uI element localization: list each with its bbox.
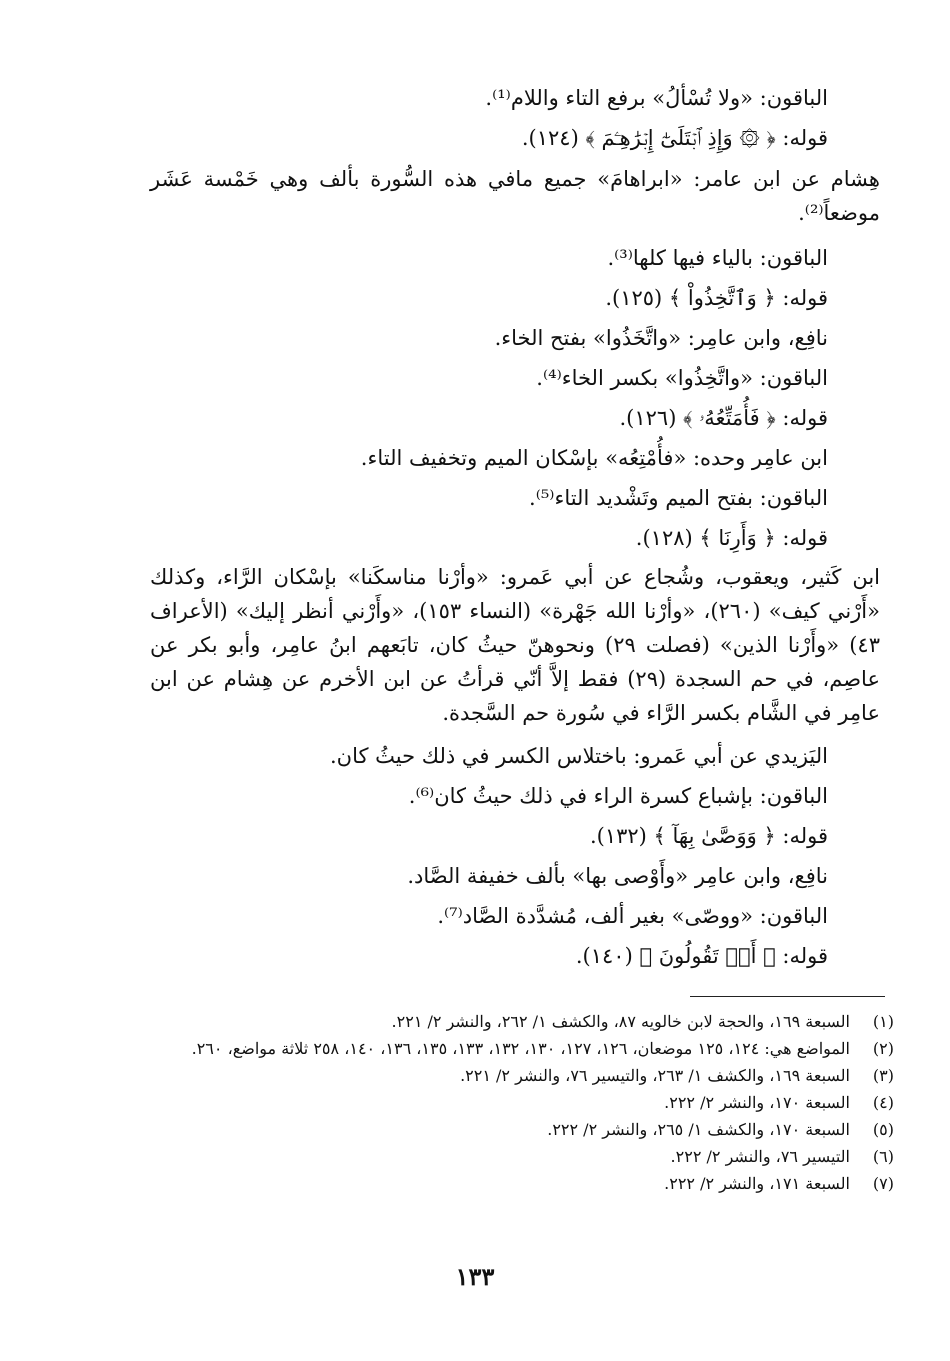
footnote — [150, 1089, 894, 1116]
footnote-number: (٧) — [872, 1174, 894, 1193]
text-line: الباقون: بإشباع كسرة الراء في ذلك حيثُ كان⁽⁶⁾. — [408, 784, 828, 808]
text-line: الباقون: «ووصّى» بغير ألف، مُشدَّدة الصَّاد⁽⁷⁾. — [437, 904, 828, 928]
footnote-text: السبعة ١٧١، والنشر ٢/ ٢٢٢. — [664, 1174, 850, 1193]
footnote-text: السبعة ١٧٠، والكشف ١/ ٢٦٥، والنشر ٢/ ٢٢٢. — [547, 1120, 850, 1139]
footnote-text: السبعة ١٦٩، والحجة لابن خالويه ٨٧، والكشف ١/ ٢٦٢، والنشر ٢/ ٢٢١. — [391, 1012, 850, 1031]
page-body — [150, 78, 880, 976]
text-paragraph: ابن كَثير، ويعقوب، وشُجاع عن أبي عَمرو: «وأرْنا مناسكَنا» بإسْكان الرَّاء، وكذلك «أَرْني كيف» (٢٦٠)، «وأرْنا الله جَهْرة» (النساء ١٥٣)، «وأَرْني أنظر إليك» (الأعراف ٤٣) «وأَرْنا الذين» (فصلت ٢٩) ونحوهنّ حيثُ كان، تابَعهم ابنُ عامِر، وأبو بكر عن عاصِم، في حم السجدة (٢٩) فقط إلاَّ أنّي قرأتُ عن ابن الأخرم عن هِشام عن ابن عامِر في الشَّام بكسر الرَّاء في سُورة حم السَّجدة. — [150, 565, 880, 725]
text-paragraph: هِشام عن ابن عامر: «ابراهامَ» جميع مافي هذه السُّورة بألف وهي خَمْسة عَشَر موضعاً⁽²⁾. — [150, 167, 880, 225]
footnote-divider — [690, 996, 885, 997]
text-line: الباقون: بالياء فيها كلها⁽³⁾. — [607, 246, 828, 270]
footnote-text: السبعة ١٧٠، والنشر ٢/ ٢٢٢. — [664, 1093, 850, 1112]
footnote-text: التيسير ٧٦، والنشر ٢/ ٢٢٢. — [670, 1147, 850, 1166]
text-line: نافِع، وابن عامِر «وأَوْصى بها» بألف خفيفة الصَّاد. — [407, 864, 828, 888]
footnote — [150, 1062, 894, 1089]
text-line: قوله: ﴿ وَٱتَّخِذُواْ ﴾ (١٢٥). — [605, 286, 828, 310]
footnote — [150, 1170, 894, 1197]
footnote-text: المواضع هي: ١٢٤، ١٢٥ موضعان، ١٢٦، ١٢٧، ١٣٠، ١٣٢، ١٣٣، ١٣٥، ١٣٦، ١٤٠، ٢٥٨ ثلاثة مواضع، ٢٦٠. — [191, 1039, 850, 1058]
text-line: قوله: ﴿ أَمۡ تَقُولُونَ ﴾ (١٤٠). — [575, 944, 828, 968]
page-number: ١٣٣ — [455, 1262, 495, 1291]
text-line: قوله: ﴿ فَأُمَتِّعُهُۥ ﴾ (١٢٦). — [619, 406, 828, 430]
text-line: الباقون: بفتح الميم وتَشْديد التاء⁽⁵⁾. — [529, 486, 828, 510]
footnote-text: السبعة ١٦٩، والكشف ١/ ٢٦٣، والتيسير ٧٦، والنشر ٢/ ٢٢١. — [460, 1066, 850, 1085]
text-line: الباقون: «واتَّخِذُوا» بكسر الخاء⁽⁴⁾. — [536, 366, 828, 390]
footnote-number: (٣) — [872, 1066, 894, 1085]
footnote — [150, 1116, 894, 1143]
text-line: نافِع، وابن عامِر: «واتَّخَذُوا» بفتح الخاء. — [494, 326, 828, 350]
footnotes — [150, 1008, 894, 1197]
text-line: اليَزيدي عن أبي عَمرو: باختلاس الكسر في ذلك حيثُ كان. — [329, 744, 828, 768]
text-line: قوله: ﴿ ۞ وَإِذِ ٱبۡتَلَىٰٓ إِبۡرَٰهِـۧمَ ﴾ (١٢٤). — [521, 126, 828, 150]
text-line: ابن عامِر وحده: «فأُمْتِعُه» بإسْكان الميم وتخفيف التاء. — [360, 446, 828, 470]
footnote-number: (٢) — [872, 1039, 894, 1058]
footnote — [150, 1008, 894, 1035]
footnote-number: (٤) — [872, 1093, 894, 1112]
text-line: قوله: ﴿ وَوَصَّىٰ بِهَآ ﴾ (١٣٢). — [589, 824, 828, 848]
text-line: قوله: ﴿ وَأَرِنَا ﴾ (١٢٨). — [635, 526, 828, 550]
footnote — [150, 1143, 894, 1170]
footnote — [150, 1035, 894, 1062]
footnote-number: (٥) — [872, 1120, 894, 1139]
footnote-number: (١) — [872, 1012, 894, 1031]
text-line: الباقون: «ولا تُسْألُ» برفع التاء واللام⁽¹⁾. — [485, 86, 828, 110]
footnote-number: (٦) — [872, 1147, 894, 1166]
